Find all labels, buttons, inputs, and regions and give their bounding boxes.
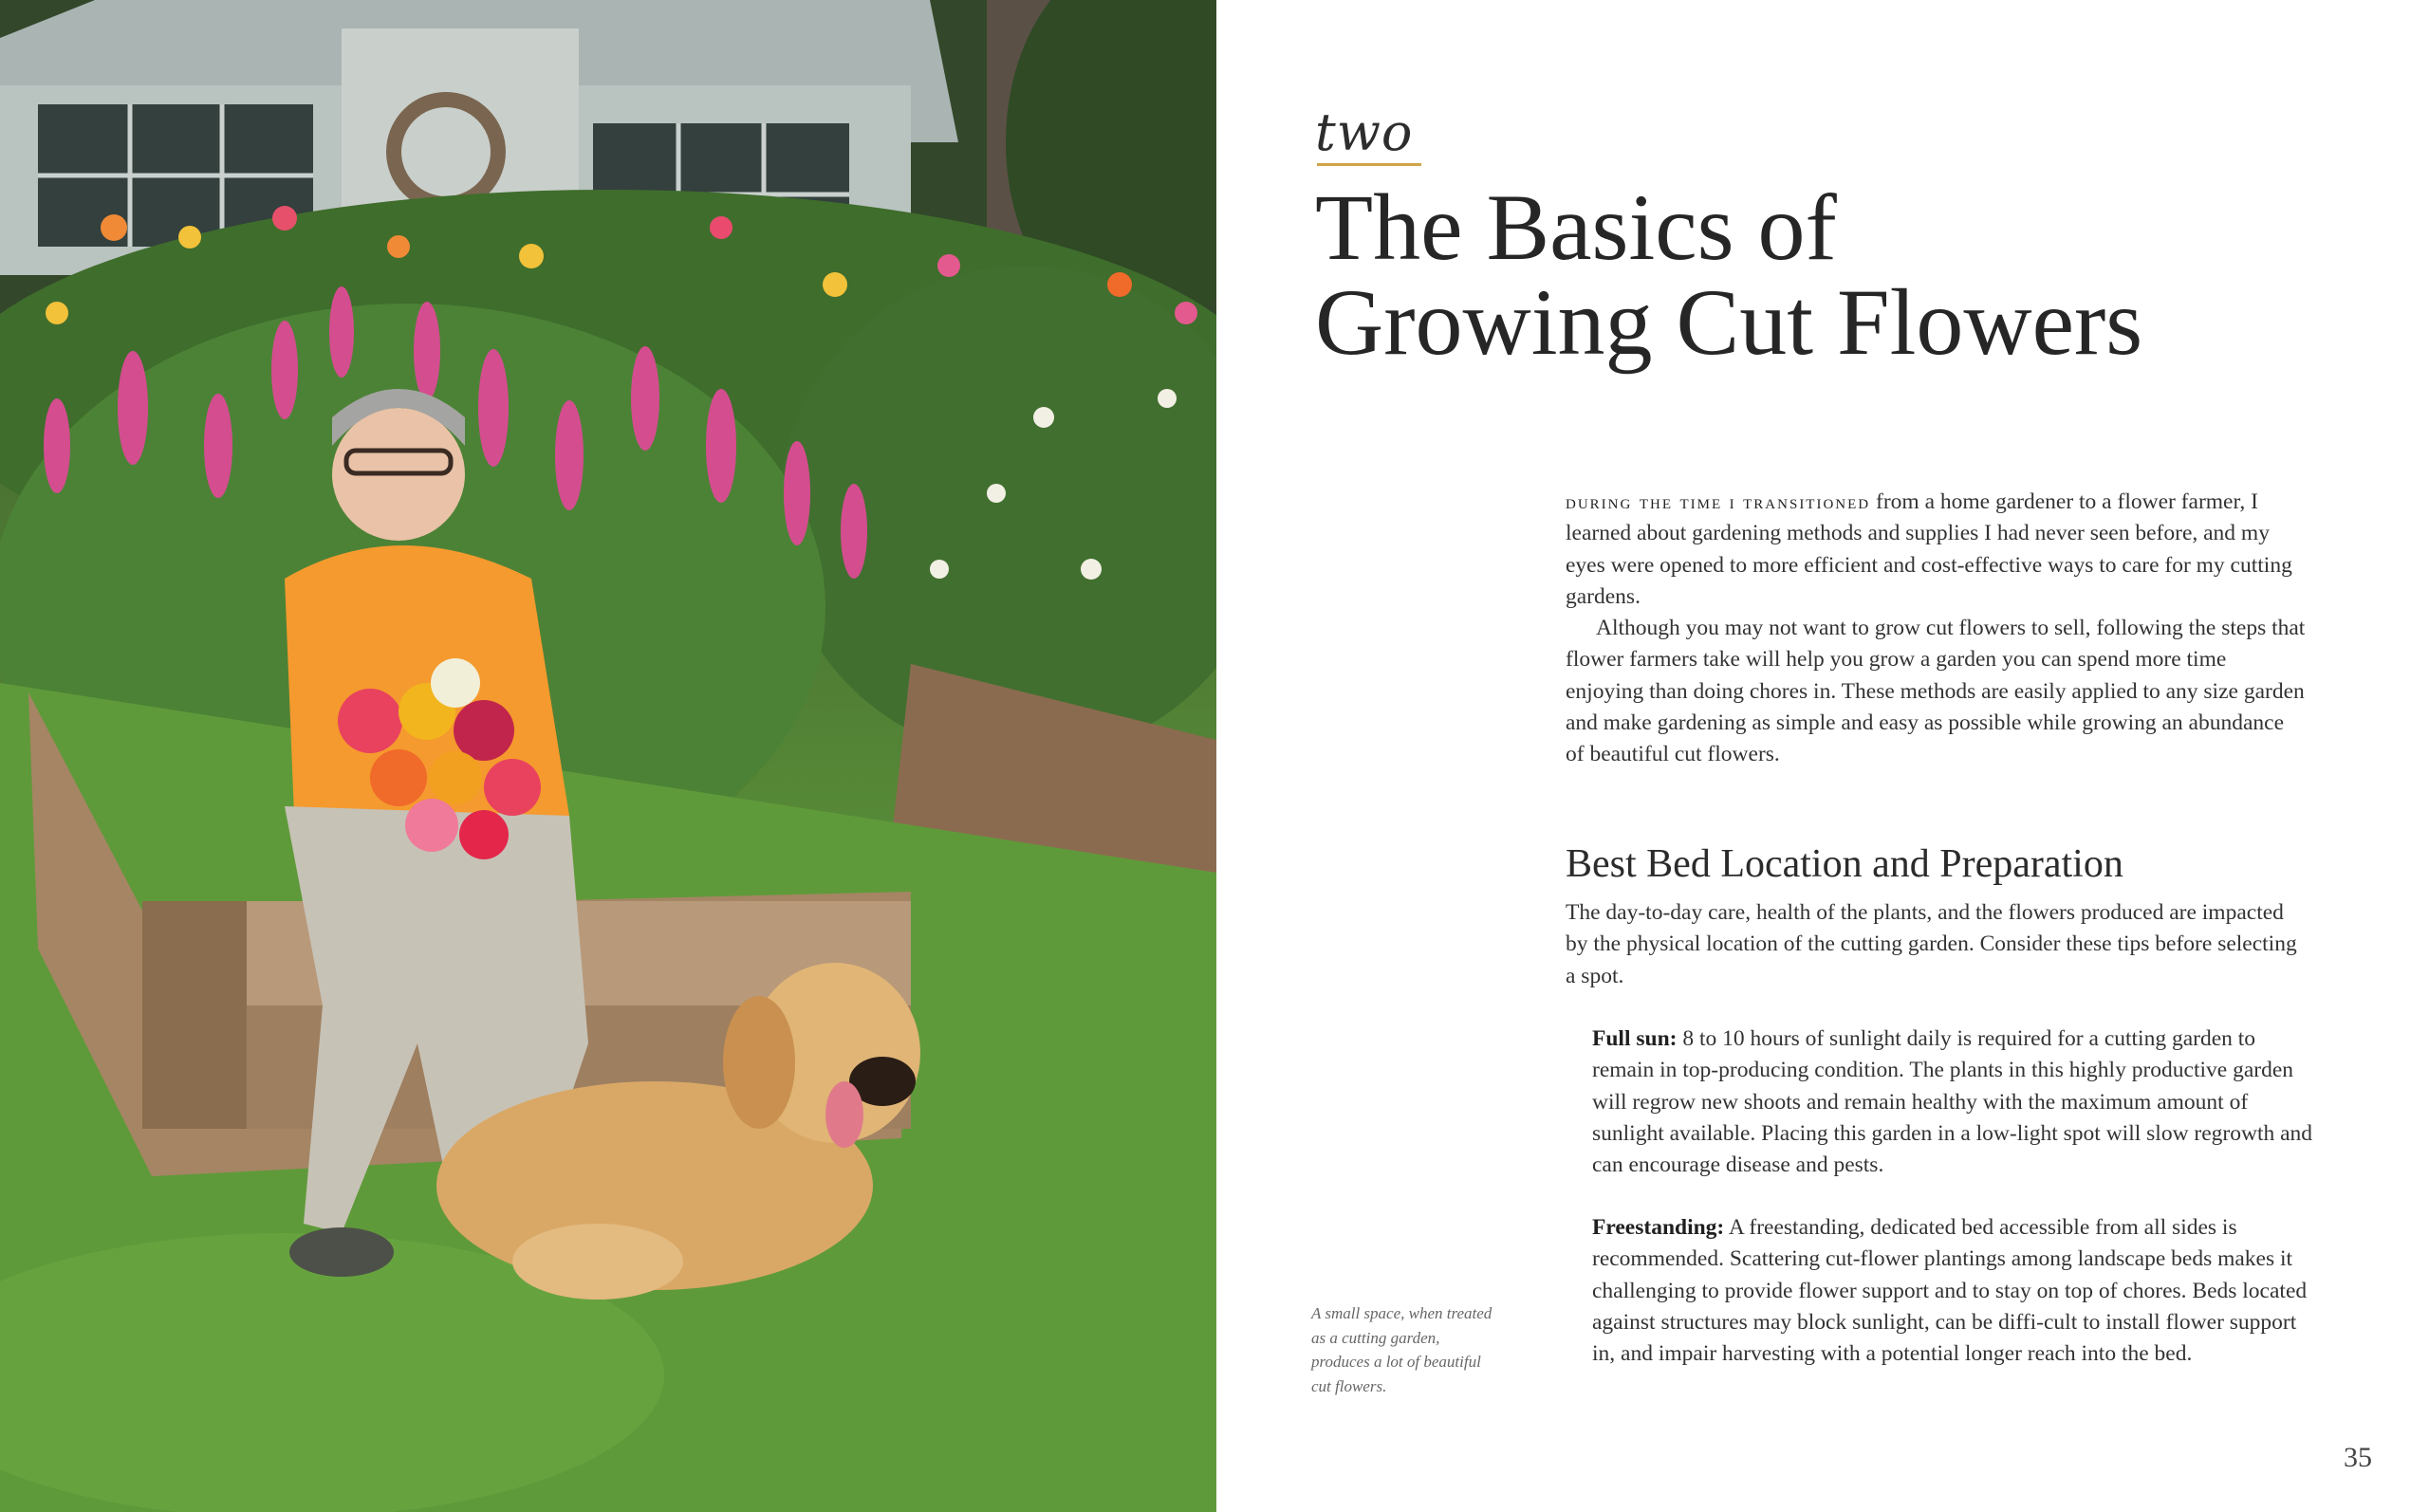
- intro-lead-in: during the time i transitioned: [1566, 489, 1871, 513]
- photo-caption: A small space, when treated as a cutting garden, produces a lot of beautiful cut flowers.: [1311, 1304, 1493, 1395]
- tip-full-sun-label: Full sun:: [1592, 1026, 1678, 1051]
- section-intro-text: The day-to-day care, health of the plants, and the flowers produced are impacted by the physical location of the cutting garden. Consider these tips before selecting a spot.: [1566, 900, 2297, 988]
- intro-paragraph-1: [1566, 486, 2306, 613]
- chapter-title: [1315, 175, 2264, 375]
- chapter-title-line-1: The Basics of: [1315, 175, 1837, 280]
- tip-full-sun-text: 8 to 10 hours of sunlight daily is required for a cutting garden to remain in top-producing condition. The plants in this highly productive garden will regrow new shoots and remain healthy with the maximum amount of sunlight available. Placing this garden in a low-light spot will slow regrowth and can encourage disease and pests.: [1592, 1026, 2313, 1178]
- intro-paragraph-2: Although you may not want to grow cut flowers to sell, following the steps that flower farmers take will help you grow a garden you can spend more time enjoying than doing chores in. These methods are easily applied to any size garden and make gardening as simple and easy as possible while growing an abundance of beautiful cut flowers.: [1566, 616, 2306, 767]
- section-intro: [1566, 897, 2306, 992]
- tip-freestanding-label: Freestanding:: [1592, 1215, 1725, 1240]
- intro-text: [1566, 486, 2306, 771]
- tip-freestanding-text: A freestanding, dedicated bed accessible from all sides is recommended. Scattering cut-flower plantings among landscape beds makes it challenging to provide flower support and to stay on top of chores. Beds located against structures may block sunlight, can be diffi-cult to install flower support in, and impair harvesting with a potential longer reach into the bed.: [1592, 1215, 2308, 1367]
- section-heading: Best Bed Location and Preparation: [1566, 842, 2123, 886]
- chapter-number: two: [1315, 102, 1414, 162]
- chapter-accent-rule: [1317, 163, 1421, 166]
- page-number: 35: [2344, 1442, 2372, 1473]
- tip-freestanding: [1592, 1212, 2323, 1370]
- tip-full-sun: [1592, 1023, 2323, 1181]
- chapter-title-line-2: Growing Cut Flowers: [1315, 269, 2143, 375]
- intro-paragraph-1-text: from a home gardener to a flower farmer, I learned about gardening methods and supplies I had never seen before, and my eyes were opened to more efficient and cost-effective ways to care for my cutting gardens.: [1566, 489, 2292, 609]
